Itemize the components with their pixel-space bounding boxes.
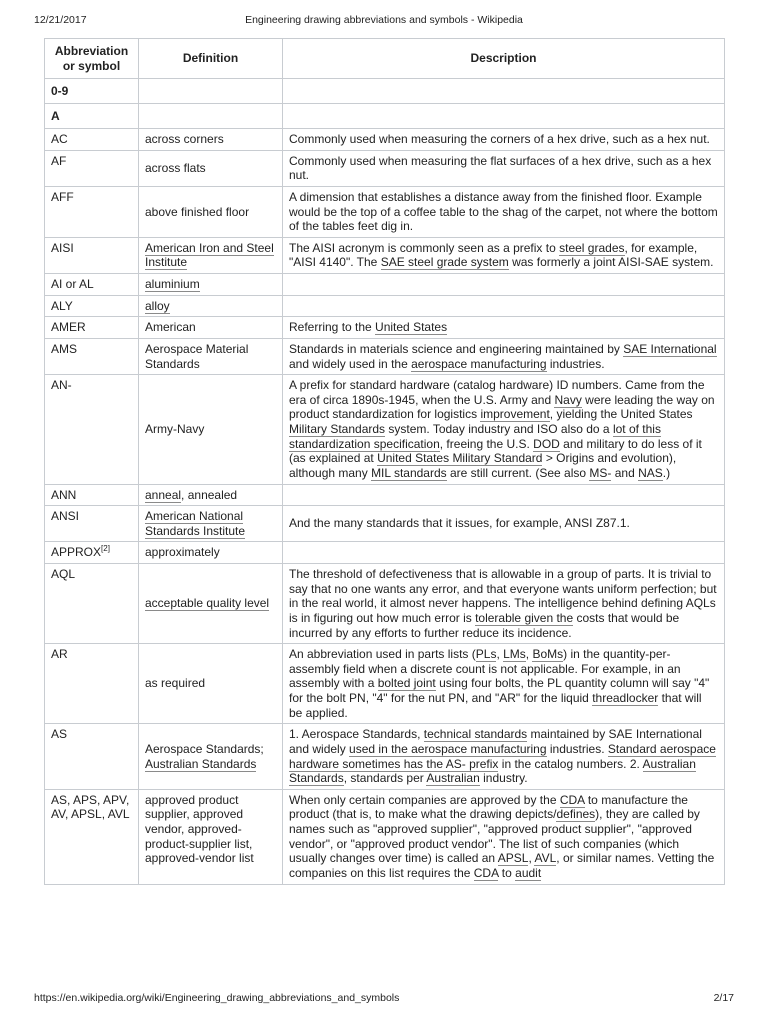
description-link[interactable]: bolted joint — [377, 676, 436, 691]
description-text: that will be applied. — [289, 691, 702, 720]
description-text: are still current. (See also — [446, 465, 590, 480]
description-link[interactable]: Australian — [426, 771, 480, 786]
definition-cell — [139, 789, 283, 884]
column-header-abbreviation: Abbreviation or symbol — [45, 39, 139, 79]
abbr-cell: ANN — [45, 484, 139, 506]
description-link[interactable]: CDA — [473, 865, 499, 880]
description-text: Standards in materials science and engineering maintained by — [289, 341, 624, 356]
description-text: system. Today industry and ISO also do a — [385, 422, 613, 436]
description-text: , standards per — [343, 771, 427, 786]
description-text: Commonly used when measuring the flat surfaces of a hex drive, such as a hex nut. — [289, 153, 712, 183]
description-link[interactable]: DOD — [533, 436, 560, 451]
description-text: 1. Aerospace Standards, — [289, 727, 424, 742]
table-row — [45, 789, 725, 884]
description-link[interactable]: lot of this standardization specification — [289, 422, 661, 451]
definition-link[interactable]: acceptable quality level — [145, 596, 270, 611]
description-link[interactable]: aerospace manufacturing — [411, 356, 547, 371]
description-link[interactable]: LMs — [503, 647, 526, 662]
definition-link[interactable]: aluminium — [145, 277, 200, 291]
description-cell — [283, 295, 725, 317]
table-row — [45, 484, 725, 506]
definition-cell — [139, 375, 283, 484]
description-text: .) — [662, 465, 671, 480]
description-text: to — [498, 865, 516, 880]
description-text: and military to do less of it (as explained at — [289, 436, 702, 466]
description-text: Commonly used when measuring the corners of a hex drive, such as a hex nut. — [289, 132, 710, 146]
definition-link[interactable]: American Iron and Steel Institute — [145, 240, 274, 270]
section-row-0-9 — [45, 79, 725, 104]
table-header-row — [45, 39, 725, 79]
abbr-cell: AQL — [45, 564, 139, 644]
definition-link[interactable]: alloy — [145, 298, 170, 313]
description-text: industries. — [546, 741, 608, 756]
description-text: ), they are called by names such as "approved supplier", "approved product supplier", "approved vendor", or "approved product vendor". The list of such companies (which usually changes over time) is called an — [289, 807, 700, 866]
description-text: using four bolts, the PL quantity column will say "4" for the bolt PN, "4" for the nut PN, and "AR" for the liquid — [289, 676, 710, 705]
abbr-cell: AI or AL — [45, 274, 139, 296]
description-text: costs that would be incurred by any efforts to further reduce its incidence. — [289, 610, 680, 640]
description-cell — [283, 375, 725, 484]
description-text: , — [496, 647, 504, 662]
abbr-cell: ANSI — [45, 506, 139, 542]
description-link[interactable]: improvement — [480, 407, 550, 422]
abbr-cell: AN- — [45, 375, 139, 484]
description-cell — [283, 644, 725, 724]
description-link[interactable]: Navy — [554, 392, 582, 407]
definition-text: , annealed — [181, 487, 238, 502]
definition-cell — [139, 317, 283, 339]
table-row — [45, 317, 725, 339]
section-label: A — [45, 104, 139, 129]
table-row — [45, 564, 725, 644]
abbr-cell: AMS — [45, 338, 139, 374]
page-number: 2/17 — [713, 992, 734, 1004]
description-link[interactable]: SAE steel grade system — [380, 255, 509, 270]
table-row — [45, 237, 725, 273]
description-text: to manufacture the product (that is, to make what the drawing depicts/ — [289, 792, 688, 822]
definition-text: Aerospace Material Standards — [145, 341, 249, 371]
description-cell — [283, 186, 725, 237]
definition-link[interactable]: Australian Standards — [145, 756, 257, 771]
description-cell — [283, 150, 725, 186]
abbr-cell: AISI — [45, 237, 139, 273]
definition-text: approximately — [145, 545, 220, 560]
abbr-cell: AR — [45, 644, 139, 724]
definition-cell — [139, 237, 283, 273]
table-row — [45, 724, 725, 790]
description-text: An abbreviation used in parts lists ( — [289, 647, 476, 662]
abbr-cell: AS, APS, APV, AV, APSL, AVL — [45, 789, 139, 884]
description-text: And the many standards that it issues, for example, ANSI Z87.1. — [289, 516, 630, 531]
definition-cell — [139, 506, 283, 542]
description-text: and — [611, 465, 639, 480]
description-link[interactable]: MIL standards — [371, 465, 447, 480]
definition-cell — [139, 129, 283, 151]
definition-cell — [139, 484, 283, 506]
definition-cell — [139, 724, 283, 790]
table-row — [45, 295, 725, 317]
description-link[interactable]: threadlocker — [592, 691, 659, 705]
citation-link[interactable]: [2] — [101, 544, 110, 554]
description-cell — [283, 237, 725, 273]
definition-text: above finished floor — [145, 204, 250, 219]
definition-cell — [139, 644, 283, 724]
table-row — [45, 338, 725, 374]
definition-text: across corners — [145, 132, 224, 146]
abbr-cell: AFF — [45, 186, 139, 237]
description-link[interactable]: BoMs — [532, 647, 564, 662]
description-text: Referring to the — [289, 320, 376, 335]
description-link[interactable]: used in the aerospace manufacturing — [349, 741, 547, 756]
table-row — [45, 542, 725, 564]
definition-cell — [139, 274, 283, 296]
definition-cell — [139, 542, 283, 564]
definition-text: approved product supplier, approved vendor, approved-product-supplier list, approved-vendor list — [145, 792, 254, 866]
description-cell — [283, 129, 725, 151]
definition-cell — [139, 150, 283, 186]
definition-text: Aerospace Standards; — [145, 741, 264, 756]
description-text: When only certain companies are approved by the — [289, 792, 560, 807]
description-text: , — [528, 851, 535, 866]
description-link[interactable]: PLs — [475, 647, 497, 662]
description-text: ) in the quantity-per-assembly field when a discrete count is not applicable. For example, in an assembly with a — [289, 647, 681, 691]
description-link[interactable]: Standard aerospace hardware sometimes has the AS- prefix — [289, 741, 716, 771]
description-cell — [283, 338, 725, 374]
page-title: Engineering drawing abbreviations and symbols - Wikipedia — [245, 14, 523, 26]
table-row — [45, 150, 725, 186]
definition-cell — [139, 564, 283, 644]
description-text: were leading the way on product standardization for logistics — [289, 392, 715, 422]
description-text: > Origins and evolution), although many — [289, 451, 677, 480]
definition-cell — [139, 295, 283, 317]
description-text: A prefix for standard hardware (catalog hardware) ID numbers. Came from the era of circa 1890s-1945, when the U.S. Army and — [289, 378, 705, 407]
print-date: 12/21/2017 — [34, 14, 87, 26]
description-text: industry. — [479, 771, 528, 786]
description-text: The AISI acronym is commonly seen as a prefix to — [289, 240, 560, 255]
definition-cell — [139, 186, 283, 237]
column-header-definition: Definition — [139, 39, 283, 79]
table-row — [45, 375, 725, 484]
description-link[interactable]: Australian Standards — [289, 756, 696, 786]
description-link[interactable]: tolerable given the — [475, 610, 574, 625]
description-text: and widely used in the — [289, 356, 412, 371]
description-cell — [283, 274, 725, 296]
description-link[interactable]: technical standards — [423, 727, 528, 742]
description-text: , freeing the U.S. — [439, 436, 534, 451]
table-row — [45, 506, 725, 542]
definition-link[interactable]: anneal — [145, 487, 182, 502]
description-text: in the catalog numbers. 2. — [498, 756, 643, 771]
abbr-text: APPROX — [51, 545, 102, 560]
description-link[interactable]: SAE International — [623, 341, 717, 356]
table-row — [45, 129, 725, 151]
description-link[interactable]: CDA — [559, 792, 585, 807]
abbreviations-table — [44, 38, 725, 885]
definition-cell — [139, 338, 283, 374]
definition-text: American — [145, 320, 196, 335]
table-row — [45, 186, 725, 237]
table-row — [45, 644, 725, 724]
definition-text: as required — [145, 676, 206, 691]
print-header — [34, 14, 734, 30]
description-text: , for example, "AISI 4140". The — [289, 240, 698, 270]
description-cell — [283, 506, 725, 542]
description-cell — [283, 724, 725, 790]
description-link[interactable]: Military Standards — [289, 422, 386, 436]
column-header-description: Description — [283, 39, 725, 79]
abbr-cell — [45, 542, 139, 564]
description-text: A dimension that establishes a distance away from the finished floor. Example would be the top of a coffee table to the shag of the carpet, not where the bottom of the tables feet dig in. — [289, 189, 718, 234]
section-row-a — [45, 104, 725, 129]
description-cell — [283, 317, 725, 339]
description-link[interactable]: defines — [556, 807, 596, 822]
abbr-cell: ALY — [45, 295, 139, 317]
description-cell — [283, 484, 725, 506]
description-link[interactable]: NAS — [638, 465, 663, 480]
definition-text: across flats — [145, 160, 206, 175]
description-link[interactable]: AVL — [534, 851, 557, 866]
description-text: industries. — [546, 356, 605, 371]
description-text: , or similar names. Vetting the companies on this list requires the — [289, 851, 715, 880]
description-link[interactable]: audit — [515, 865, 542, 880]
abbr-cell: AMER — [45, 317, 139, 339]
description-text: , yielding the United States — [549, 407, 693, 422]
abbr-cell: AC — [45, 129, 139, 151]
description-cell — [283, 789, 725, 884]
description-link[interactable]: APSL — [497, 851, 529, 866]
description-link[interactable]: MS- — [589, 465, 612, 480]
description-text: maintained by SAE International and widely — [289, 727, 702, 756]
description-text: The threshold of defectiveness that is allowable in a group of parts. It is trivial to say that no one wants any error, and that everyone wants uniform perfection; but in the real world, it almost never happens. The intelligence behind defining AQLs is in figuring out how much error is — [289, 567, 717, 625]
description-link[interactable]: steel grades — [559, 240, 625, 255]
definition-link[interactable]: American National Standards Institute — [145, 509, 246, 538]
description-link[interactable]: United States — [375, 320, 448, 335]
print-footer — [34, 992, 734, 1006]
description-text: was formerly a joint AISI-SAE system. — [508, 255, 714, 270]
definition-text: Army-Navy — [145, 422, 205, 436]
page-url: https://en.wikipedia.org/wiki/Engineering_drawing_abbreviations_and_symbols — [34, 992, 400, 1004]
description-link[interactable]: United States Military Standard — [377, 451, 543, 466]
description-text: , — [525, 647, 533, 662]
abbr-cell: AS — [45, 724, 139, 790]
abbr-cell: AF — [45, 150, 139, 186]
section-label: 0-9 — [45, 79, 139, 104]
table-row — [45, 274, 725, 296]
description-cell — [283, 564, 725, 644]
description-cell — [283, 542, 725, 564]
